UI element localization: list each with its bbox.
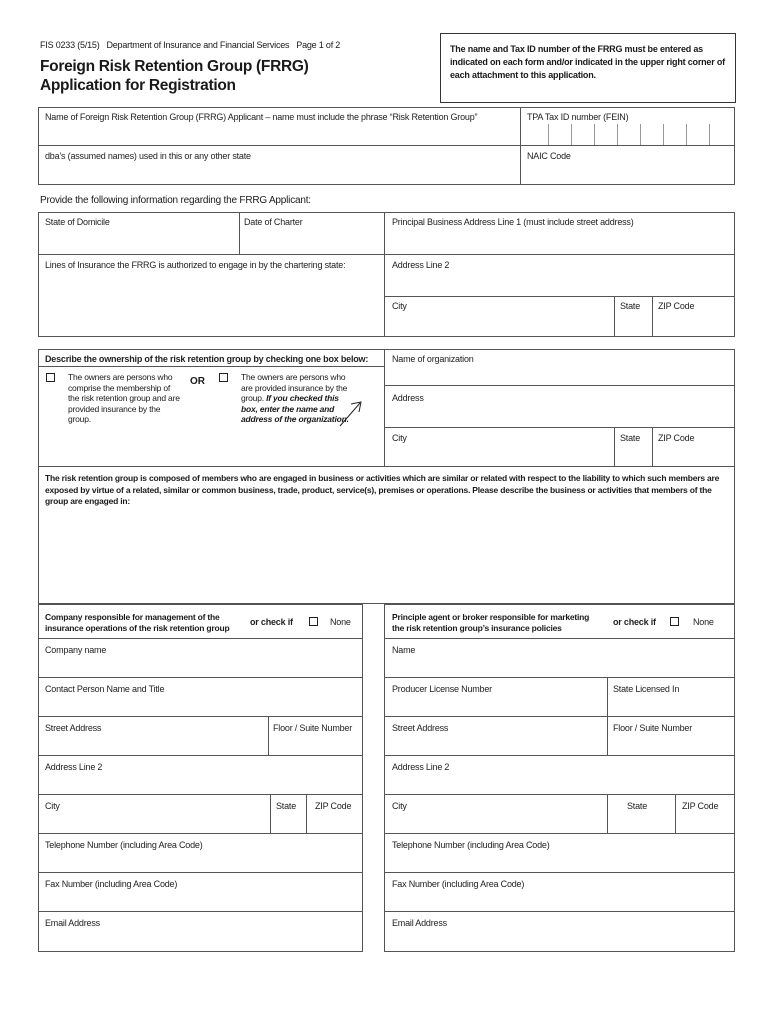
agent-street-label: Street Address [392,723,449,733]
ownership-option-2-note: If you checked this box, enter the name and address of the organization. [241,393,349,424]
info-heading: Provide the following information regarding the FRRG Applicant: [40,195,311,206]
zip-code-field[interactable] [656,313,732,335]
management-street-label: Street Address [45,723,102,733]
agent-phone-label: Telephone Number (including Area Code) [392,840,550,850]
agent-state-label: State [627,801,648,811]
management-zip-label: ZIP Code [315,801,352,811]
title-line-2: Application for Registration [40,77,236,94]
management-address-line-2-label: Address Line 2 [45,762,103,772]
naic-code-field[interactable] [526,163,730,183]
city-label: City [392,301,407,311]
ownership-option-1-checkbox[interactable] [46,373,55,382]
business-description-prompt: The risk retention group is composed of members who are engaged in business or activities which are similar or related with respect to the liability to which such members are exposed by virtue of a related, similar or common business, trade, product, service(s), premises or operations. Please describe the business or activities that members of the group are engaged in: [45,473,720,506]
form-meta [40,40,340,51]
organization-city-field[interactable] [390,445,610,464]
management-floor-label: Floor / Suite Number [273,723,353,733]
address-line-2-field[interactable] [390,273,730,294]
agent-heading: Principle agent or broker responsible for marketing the risk retention group’s insurance policies [392,612,590,633]
agent-fax-label: Fax Number (including Area Code) [392,879,525,889]
agent-city-field[interactable] [390,813,603,832]
agent-city-label: City [392,801,407,811]
management-city-label: City [45,801,60,811]
agent-email-field[interactable] [390,930,730,950]
agent-name-field[interactable] [390,657,730,676]
management-fax-label: Fax Number (including Area Code) [45,879,178,889]
arrow-up-right-icon [336,398,366,430]
address-line-2-label: Address Line 2 [392,260,450,270]
management-none-label: None [330,617,351,627]
date-of-charter-label: Date of Charter [244,217,303,227]
form-id: FIS 0233 (5/15) [40,40,100,50]
management-heading: Company responsible for management of the insurance operations of the risk retention group [45,612,230,633]
agent-address-line-2-field[interactable] [390,774,730,793]
ownership-option-2-checkbox[interactable] [219,373,228,382]
organization-zip-label: ZIP Code [658,433,695,443]
city-field[interactable] [390,313,610,335]
lines-of-insurance-label: Lines of Insurance the FRRG is authorized to engage in by the chartering state: [45,260,346,270]
state-of-domicile-field[interactable] [44,230,234,252]
title-line-1: Foreign Risk Retention Group (FRRG) [40,58,309,75]
management-none-checkbox[interactable] [309,617,318,626]
page-number: Page 1 of 2 [296,40,341,50]
agent-name-label: Name [392,645,416,655]
organization-name-field[interactable] [390,366,730,384]
organization-city-label: City [392,433,407,443]
agent-none-label: None [693,617,714,627]
or-separator: OR [190,376,205,387]
applicant-name-label: Name of Foreign Risk Retention Group (FRRG) Applicant – name must include the phrase “Risk Retention Group” [45,112,478,122]
agent-none-checkbox[interactable] [670,617,679,626]
management-street-field[interactable] [44,735,264,754]
agent-zip-field[interactable] [679,813,731,832]
state-label: State [620,301,641,311]
applicant-name-field[interactable] [44,124,514,143]
state-of-domicile-label: State of Domicile [45,217,110,227]
business-description-field[interactable] [44,512,730,602]
management-zip-field[interactable] [310,813,360,832]
agent-street-field[interactable] [390,735,603,754]
organization-state-field[interactable] [618,445,649,464]
management-floor-field[interactable] [272,735,360,754]
organization-name-label: Name of organization [392,354,474,364]
organization-address-label: Address [392,393,424,403]
management-city-field[interactable] [44,813,266,832]
organization-address-field[interactable] [390,405,730,426]
management-email-field[interactable] [44,930,359,950]
dba-field[interactable] [44,163,514,183]
agent-floor-label: Floor / Suite Number [613,723,693,733]
management-address-line-2-field[interactable] [44,774,359,793]
ownership-option-2-block [241,372,351,425]
management-state-field[interactable] [274,813,303,832]
agent-email-label: Email Address [392,918,447,928]
management-phone-label: Telephone Number (including Area Code) [45,840,203,850]
address-line-1-field[interactable] [390,230,730,252]
ownership-option-2-text: The owners are persons who are provided insurance by the group. [241,372,348,403]
ownership-option-1-text: The owners are persons who comprise the membership of the risk retention group and are provided insurance by the group. [68,372,180,424]
zip-code-label: ZIP Code [658,301,695,311]
management-or-check-label: or check if [250,617,293,627]
agent-state-licensed-field[interactable] [611,696,731,715]
management-state-label: State [276,801,297,811]
management-contact-label: Contact Person Name and Title [45,684,165,694]
agent-license-field[interactable] [390,696,603,715]
form-title [40,57,309,95]
agent-fax-field[interactable] [390,891,730,910]
ownership-heading: Describe the ownership of the risk retention group by checking one box below: [45,354,369,364]
management-email-label: Email Address [45,918,100,928]
agent-state-field[interactable] [611,813,671,832]
notice-box [440,33,736,103]
agent-floor-field[interactable] [611,735,731,754]
agent-or-check-label: or check if [613,617,656,627]
organization-zip-field[interactable] [656,445,732,464]
agent-address-line-2-label: Address Line 2 [392,762,450,772]
management-fax-field[interactable] [44,891,359,910]
management-contact-field[interactable] [44,696,359,715]
agent-license-label: Producer License Number [392,684,492,694]
naic-code-label: NAIC Code [527,151,571,161]
tpa-tax-id-field[interactable] [522,124,734,145]
agent-zip-label: ZIP Code [682,801,719,811]
lines-of-insurance-field[interactable] [44,273,380,335]
management-company-name-field[interactable] [44,657,359,676]
department-name: Department of Insurance and Financial Services [106,40,290,50]
tpa-tax-id-label: TPA Tax ID number (FEIN) [527,112,629,122]
dba-label: dba’s (assumed names) used in this or any other state [45,151,251,161]
state-field[interactable] [618,313,649,335]
date-of-charter-field[interactable] [243,230,381,252]
address-line-1-label: Principal Business Address Line 1 (must include street address) [392,217,634,227]
management-phone-field[interactable] [44,852,359,871]
agent-phone-field[interactable] [390,852,730,871]
organization-state-label: State [620,433,641,443]
notice-text: The name and Tax ID number of the FRRG must be entered as indicated on each form and/or indicated in the upper right corner of each attachment to this application. [450,44,725,80]
agent-state-licensed-label: State Licensed In [613,684,680,694]
management-company-name-label: Company name [45,645,107,655]
